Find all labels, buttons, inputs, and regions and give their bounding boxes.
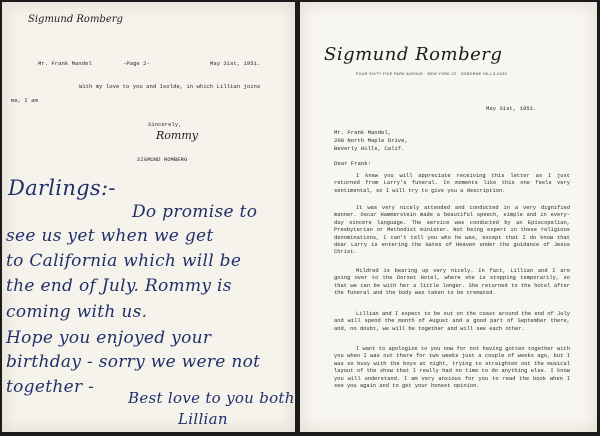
address-line: Mr. Frank Mandel,	[334, 129, 392, 136]
letterhead-signature: Sigmund Romberg	[324, 44, 503, 65]
address-line: 208 North Maple Drive,	[334, 137, 408, 144]
header-date: May 31st, 1951.	[210, 60, 261, 67]
header-recipient: Mr. Frank Mandel	[38, 60, 92, 67]
handwritten-line: coming with us.	[6, 302, 148, 322]
top-signature: Sigmund Romberg	[28, 14, 123, 25]
body-paragraph: Mildred is bearing up very nicely. In fact, Lillian and I are going over to the Dorset Hotel, where she is stopping temporarily, so that we can be with her a little longer. She returned to the hotel after the funeral and the body was taken to be cremated.	[334, 268, 570, 297]
letter-date: May 31st, 1951.	[486, 105, 537, 112]
handwritten-line: Do promise to	[132, 202, 258, 222]
handwritten-line: birthday - sorry we were not	[6, 352, 261, 372]
handwritten-line: the end of July. Rommy is	[6, 276, 232, 296]
body-paragraph: It was very nicely attended and conducted in a very dignified manner. Oscar Hammerstein made a beautiful speech, simple and in every-day sincere language. The service was conducted by an Episcopalian, Presbyterian or Methodist minister. Not being expert in these religious denominations, I can't tell you who he was, except that I do know that dear Larry is entering the Gates of Heaven under the guidance of Jesus Christ.	[334, 205, 570, 256]
typed-name: SIGMUND ROMBERG	[137, 156, 188, 163]
letterhead-address: FOUR SIXTY FIVE PARK AVENUE · NEW YORK 22 · OSBORNE HILL 8-0430	[356, 72, 508, 76]
closing-salutation: Sincerely,	[148, 121, 182, 128]
handwritten-line: see us yet when we get	[6, 226, 214, 246]
closing-signature: Rommy	[156, 129, 198, 142]
letter-page-1	[300, 2, 597, 432]
letter-page-2	[2, 2, 295, 432]
closing-line-1: With my love to you and Isolde, in which Lillian joins	[79, 83, 261, 90]
handwritten-line: Best love to you both	[128, 389, 295, 407]
handwritten-line: to California which will be	[6, 251, 242, 271]
body-paragraph: Lillian and I expect to be out on the coast around the end of July and will spend the month of August and a good part of September there, and, no doubt, we will be together and will see each other.	[334, 311, 570, 332]
body-paragraph: I knew you will appreciate receiving this letter as I just returned from Larry's funeral. In moments like this one feels very sentimental, so I will try to give you a description.	[334, 173, 570, 194]
salutation: Dear Frank:	[334, 160, 371, 167]
address-line: Beverly Hills, Calif.	[334, 145, 405, 152]
handwritten-line: Darlings:-	[8, 176, 116, 200]
header-page-number: -Page 2-	[123, 60, 150, 67]
handwritten-signature: Lillian	[178, 410, 228, 428]
body-paragraph: I want to apologize to you now for not having gotten together with you when I was out there for two weeks just a couple of weeks ago, but I was so busy with the boys at night, trying to straighten out the musical layout of the show that I really had no time to do anything else. I know you will understand. I am very anxious for you to read the book when I see you again and to get your honest opinion.	[334, 346, 570, 390]
handwritten-line: together -	[6, 377, 95, 397]
handwritten-line: Hope you enjoyed your	[6, 328, 212, 348]
closing-line-2: me, I am	[11, 97, 38, 104]
